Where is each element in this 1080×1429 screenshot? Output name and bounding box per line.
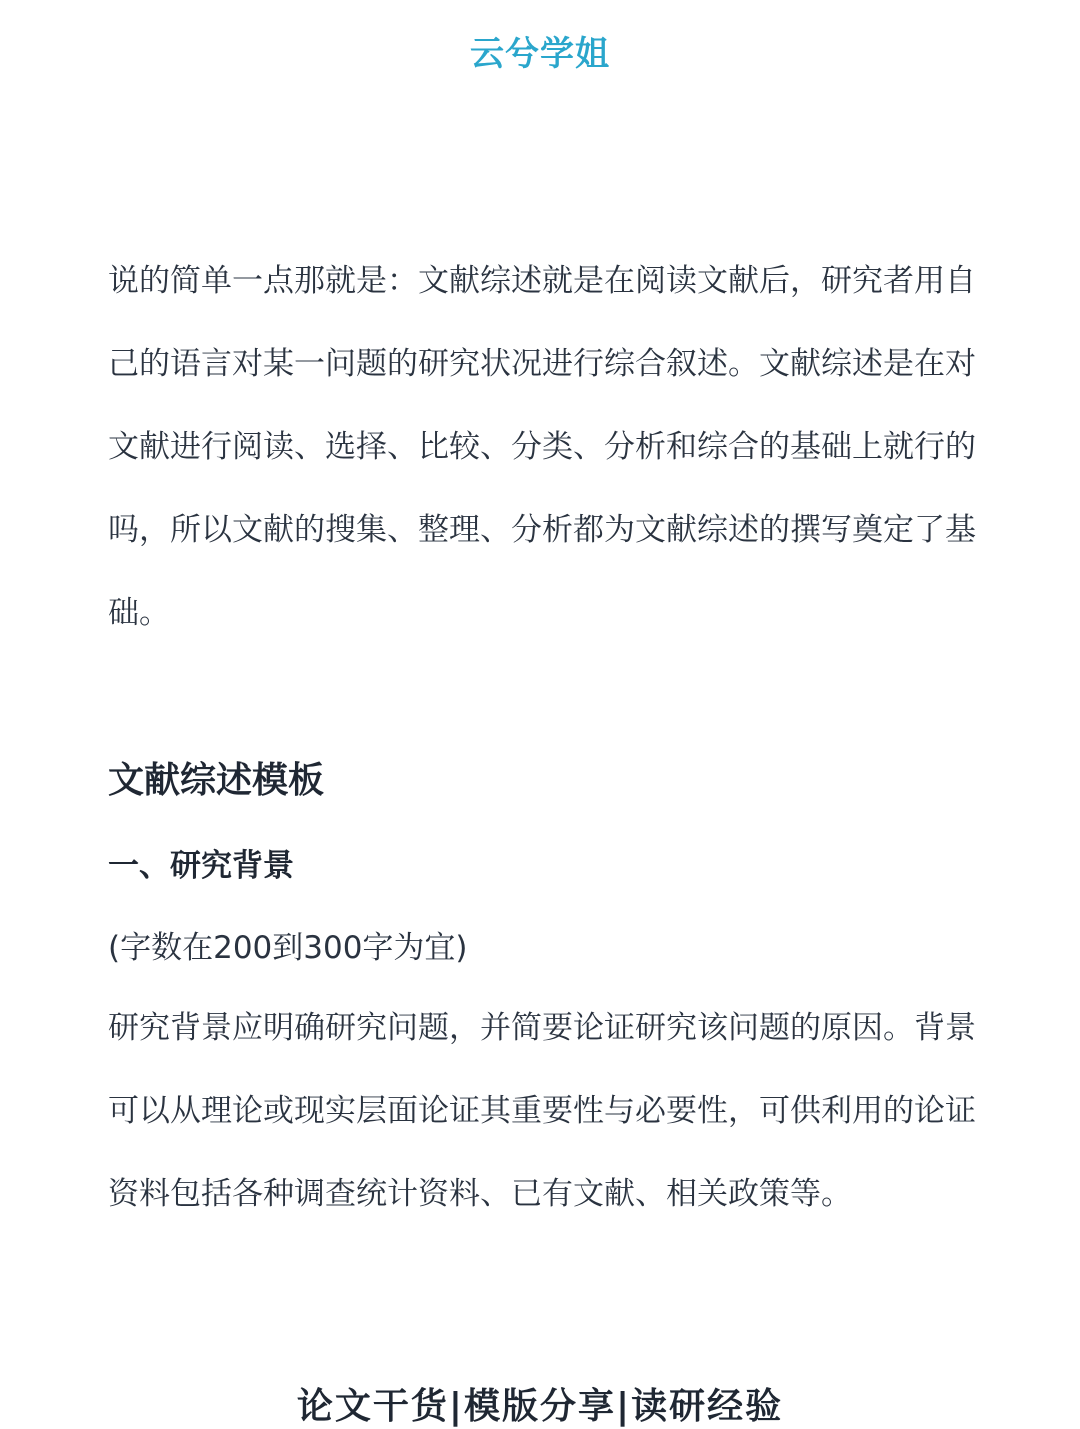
author-name: 云兮学姐 <box>470 34 610 74</box>
subsection-title: 一、研究背景 <box>108 848 294 884</box>
footer-tagline: 论文干货|模版分享|读研经验 <box>296 1386 784 1427</box>
word-count-note: (字数在200到300字为宜) <box>108 930 468 966</box>
intro-paragraph: 说的简单一点那就是：文献综述就是在阅读文献后，研究者用自己的语言对某一问题的研究状况进行综合叙述。文献综述是在对文献进行阅读、选择、比较、分类、分析和综合的基础上就行的吗，所以文献的搜集、整理、分析都为文献综述的撰写奠定了基础。 <box>108 263 976 631</box>
section-title: 文献综述模板 <box>108 760 325 801</box>
background-paragraph: 研究背景应明确研究问题，并简要论证研究该问题的原因。背景可以从理论或现实层面论证其重要性与必要性，可供利用的论证资料包括各种调查统计资料、已有文献、相关政策等。 <box>108 1010 976 1212</box>
